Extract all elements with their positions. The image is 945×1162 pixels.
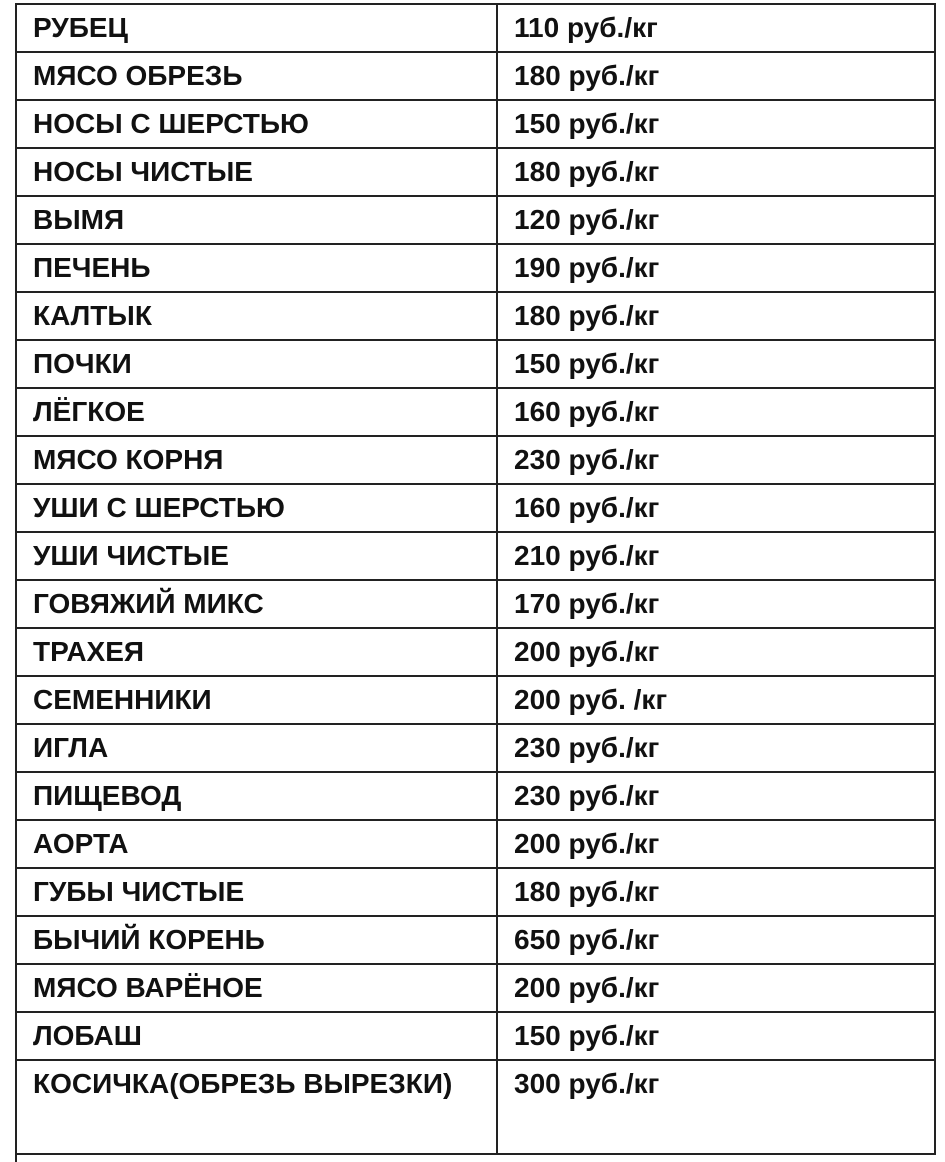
product-price: 650 руб./кг: [497, 916, 935, 964]
product-name: ТРАХЕЯ: [16, 628, 497, 676]
table-row: [16, 820, 935, 868]
product-name: НОСЫ С ШЕРСТЬЮ: [16, 100, 497, 148]
product-name: ВЫМЯ: [16, 196, 497, 244]
product-name: УШИ ЧИСТЫЕ: [16, 532, 497, 580]
table-row: [16, 724, 935, 772]
table-row: [16, 628, 935, 676]
table-row: [16, 292, 935, 340]
product-price: 150 руб./кг: [497, 340, 935, 388]
table-row: [16, 100, 935, 148]
table-border-stub: [15, 1148, 17, 1162]
product-name: АОРТА: [16, 820, 497, 868]
product-price: 120 руб./кг: [497, 196, 935, 244]
product-name: КОСИЧКА(ОБРЕЗЬ ВЫРЕЗКИ): [16, 1060, 497, 1154]
product-price: 180 руб./кг: [497, 292, 935, 340]
table-row: [16, 244, 935, 292]
table-row: [16, 340, 935, 388]
product-name: ЛОБАШ: [16, 1012, 497, 1060]
product-price: 150 руб./кг: [497, 100, 935, 148]
product-name: МЯСО КОРНЯ: [16, 436, 497, 484]
table-row: [16, 52, 935, 100]
product-price: 210 руб./кг: [497, 532, 935, 580]
product-price: 180 руб./кг: [497, 148, 935, 196]
product-name: ЛЁГКОЕ: [16, 388, 497, 436]
table-row: [16, 964, 935, 1012]
product-name: ИГЛА: [16, 724, 497, 772]
table-row: [16, 676, 935, 724]
table-row: [16, 4, 935, 52]
table-row: [16, 1012, 935, 1060]
product-price: 110 руб./кг: [497, 4, 935, 52]
table-row: [16, 148, 935, 196]
product-name: УШИ С ШЕРСТЬЮ: [16, 484, 497, 532]
table-row: [16, 916, 935, 964]
product-name: ПИЩЕВОД: [16, 772, 497, 820]
product-price: 160 руб./кг: [497, 484, 935, 532]
product-name: СЕМЕННИКИ: [16, 676, 497, 724]
price-table: [15, 3, 936, 1155]
table-row: [16, 388, 935, 436]
product-price: 300 руб./кг: [497, 1060, 935, 1154]
product-price: 230 руб./кг: [497, 724, 935, 772]
table-row: [16, 532, 935, 580]
product-price: 200 руб./кг: [497, 964, 935, 1012]
price-table-body: [16, 4, 935, 1154]
table-row: [16, 484, 935, 532]
product-price: 180 руб./кг: [497, 52, 935, 100]
table-row: [16, 436, 935, 484]
table-row: [16, 868, 935, 916]
product-price: 160 руб./кг: [497, 388, 935, 436]
product-price: 190 руб./кг: [497, 244, 935, 292]
product-name: МЯСО ВАРЁНОЕ: [16, 964, 497, 1012]
table-row: [16, 580, 935, 628]
product-name: ПЕЧЕНЬ: [16, 244, 497, 292]
product-name: НОСЫ ЧИСТЫЕ: [16, 148, 497, 196]
product-name: ГОВЯЖИЙ МИКС: [16, 580, 497, 628]
product-name: МЯСО ОБРЕЗЬ: [16, 52, 497, 100]
product-name: БЫЧИЙ КОРЕНЬ: [16, 916, 497, 964]
product-name: КАЛТЫК: [16, 292, 497, 340]
product-price: 230 руб./кг: [497, 772, 935, 820]
product-name: РУБЕЦ: [16, 4, 497, 52]
product-price: 180 руб./кг: [497, 868, 935, 916]
table-row: [16, 1060, 935, 1154]
table-row: [16, 772, 935, 820]
table-row: [16, 196, 935, 244]
product-price: 200 руб. /кг: [497, 676, 935, 724]
product-price: 150 руб./кг: [497, 1012, 935, 1060]
product-price: 200 руб./кг: [497, 628, 935, 676]
product-name: ГУБЫ ЧИСТЫЕ: [16, 868, 497, 916]
product-price: 230 руб./кг: [497, 436, 935, 484]
product-name: ПОЧКИ: [16, 340, 497, 388]
product-price: 170 руб./кг: [497, 580, 935, 628]
product-price: 200 руб./кг: [497, 820, 935, 868]
